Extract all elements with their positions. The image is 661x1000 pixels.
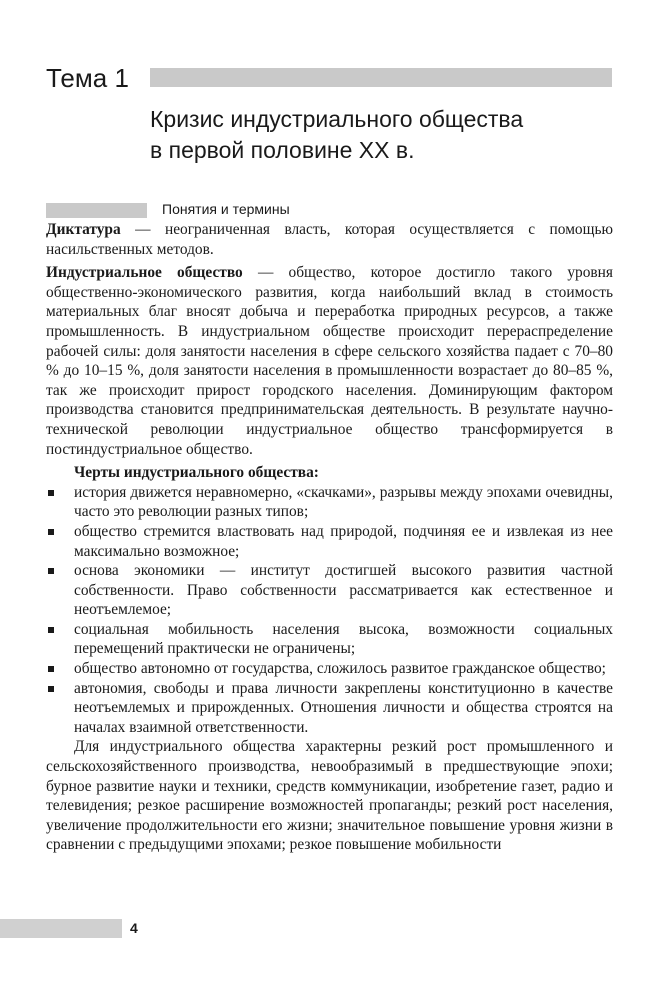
section-heading: Понятия и термины [162, 201, 290, 217]
list-item-text: история движется неравномерно, «скачками», разрывы между эпохами очевидны, часто это революции разных типов; [74, 483, 613, 521]
list-item [46, 679, 613, 738]
list-item-text: основа экономики — институт достигшей высокого развития частной собственности. Право собственности рассматривается как естественное и неотъемлемое; [74, 562, 613, 619]
list-item-text: социальная мобильность населения высока, возможности социальных перемещений практически не ограничены; [74, 620, 613, 658]
page-title-line-1: Кризис индустриального общества [150, 106, 524, 132]
list-item [46, 561, 613, 620]
definition-industrial-society [46, 263, 613, 459]
bullet-square-icon [48, 686, 54, 692]
list-item [46, 620, 613, 659]
definition-term: Диктатура [46, 221, 121, 238]
list-item-text: общество стремится властвовать над природой, подчиняя ее и извлекая из нее максимально возможное; [74, 522, 613, 560]
traits-list [46, 483, 613, 738]
definition-text: — неограниченная власть, которая осуществляется с помощью насильственных методов. [46, 221, 613, 258]
page-number: 4 [130, 920, 138, 936]
bullet-square-icon [48, 490, 54, 496]
bullet-square-icon [48, 627, 54, 633]
page-title [150, 104, 620, 166]
closing-paragraph: Для индустриального общества характерны резкий рост промышленного и сельскохозяйственного производства, невообразимый в предшествующие эпохи; бурное развитие науки и техники, средств коммуникации, изобретение газет, радио и телевидения; резкое расширение возможностей пропаганды; резкий рост населения, увеличение продолжительности его жизни; значительное повышение уровня жизни в сравнении с предыдущими эпохами; резкое повышение мобильности [46, 738, 613, 854]
page-title-line-2: в первой половине XX в. [150, 137, 415, 163]
footer-decorative-bar [0, 919, 122, 938]
list-item-text: общество автономно от государства, сложилось развитое гражданское общество; [74, 660, 606, 678]
bullet-square-icon [48, 666, 54, 672]
definition-text: — общество, которое достигло такого уровня общественно-экономического развития, когда наибольший вклад в стоимость материальных благ вносят добыча и переработка природных ресурсов, а также промышленность. В индустриальном обществе происходит перераспределение рабочей силы: доля занятости населения в сфере сельского хозяйства падает с 70–80 % до 10–15 %, доля занятости населения в промышленности возрастает до 80–85 %, так же происходит прирост городского населения. Доминирующим фактором производства становится предпринимательская деятельность. В результате научно-технической революции индустриальное общество трансформируется в постиндустриальное общество. [46, 264, 613, 458]
list-item [46, 659, 613, 679]
topic-label: Тема 1 [46, 63, 129, 93]
bullet-square-icon [48, 568, 54, 574]
definition-term: Индустриальное общество [46, 264, 243, 282]
list-item-text: автономия, свободы и права личности закреплены конституционно в качестве неотъемлемых и прирожденных. Отношения личности и общества строятся на началах взаимной ответственности. [74, 679, 613, 736]
body-text [46, 220, 613, 855]
traits-heading: Черты индустриального общества: [74, 464, 319, 482]
list-item [46, 522, 613, 561]
bullet-square-icon [48, 529, 54, 535]
section-decorative-bar [46, 203, 147, 218]
topic-decorative-bar [150, 68, 612, 87]
definition-dictatorship [46, 220, 613, 259]
list-item [46, 483, 613, 522]
